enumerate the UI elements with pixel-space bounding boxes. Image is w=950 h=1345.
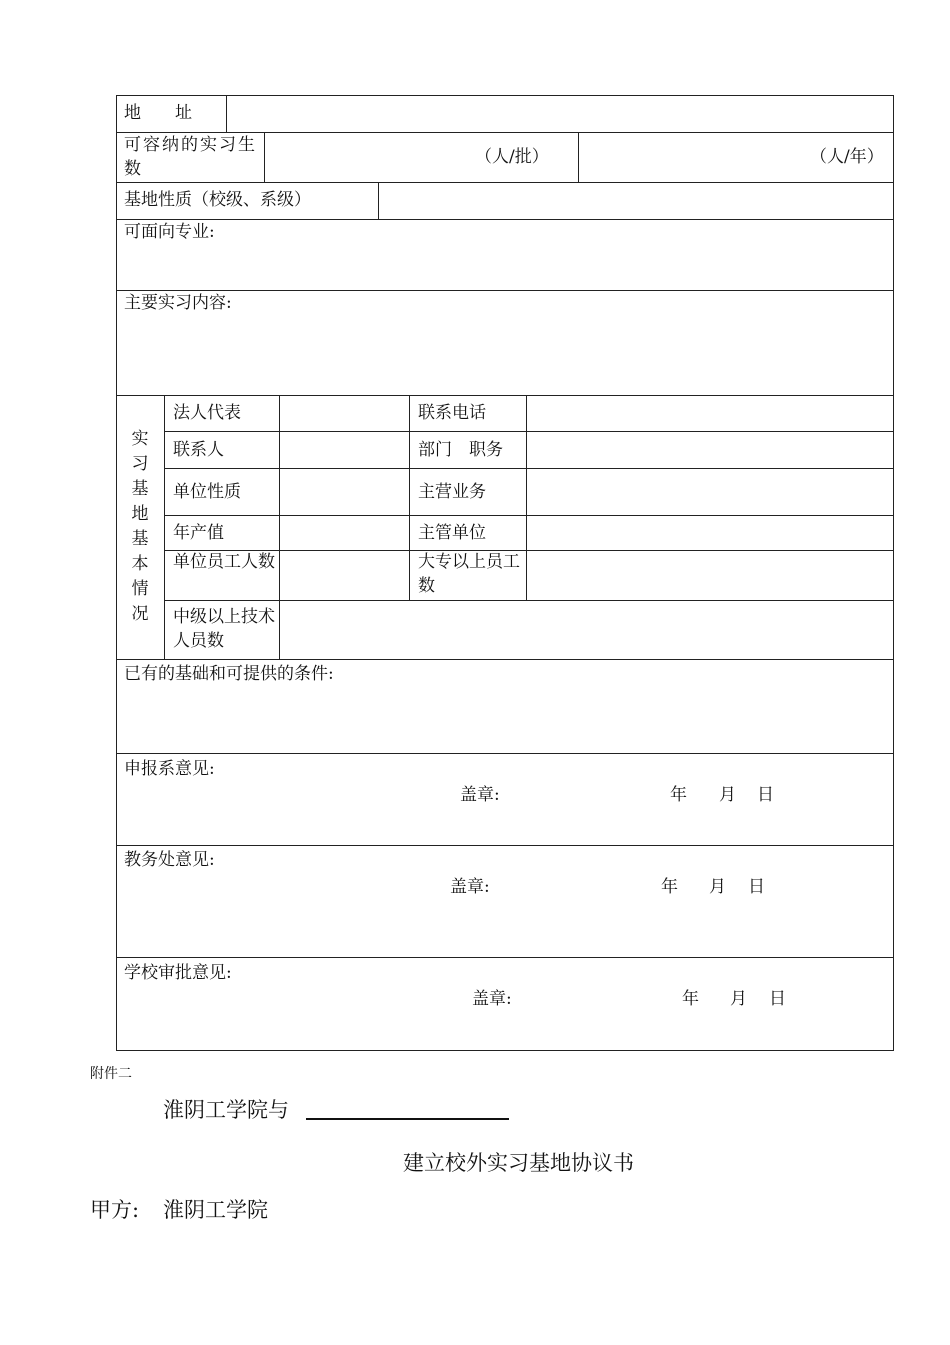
party-a-value: 淮阴工学院 xyxy=(163,1198,268,1222)
date-day: 日 xyxy=(757,785,774,805)
contact-label: 联系人 xyxy=(173,440,224,460)
per-batch-unit: （人/批） xyxy=(475,147,549,167)
majors-label: 可面向专业: xyxy=(124,222,215,242)
academic-opinion-label: 教务处意见: xyxy=(124,850,215,870)
col-divider xyxy=(264,132,265,183)
phone-label: 联系电话 xyxy=(418,403,486,423)
col-divider xyxy=(226,95,227,133)
table-right-border xyxy=(893,95,894,1051)
attachment-label: 附件二 xyxy=(90,1066,132,1082)
party-b-blank xyxy=(306,1118,509,1120)
date-year: 年 xyxy=(682,989,699,1009)
col-divider xyxy=(164,395,165,660)
date-year: 年 xyxy=(661,877,678,897)
main-content-label: 主要实习内容: xyxy=(124,293,232,313)
row-divider xyxy=(164,468,894,469)
date-month: 月 xyxy=(730,989,747,1009)
dept-label: 部门 职务 xyxy=(418,440,503,460)
conditions-label: 已有的基础和可提供的条件: xyxy=(124,664,334,684)
row-divider xyxy=(164,600,894,601)
date-day: 日 xyxy=(748,877,765,897)
table-bottom-border xyxy=(116,1050,894,1051)
row-divider xyxy=(116,290,894,291)
capacity-label: 可容纳的实习生数 xyxy=(124,135,257,179)
row-divider xyxy=(164,431,894,432)
row-divider xyxy=(116,395,894,396)
seal-label: 盖章: xyxy=(460,785,500,805)
address-label: 地 址 xyxy=(124,103,192,123)
col-divider xyxy=(409,395,410,601)
table-top-border xyxy=(116,95,894,96)
row-divider xyxy=(116,753,894,754)
legal-rep-label: 法人代表 xyxy=(173,403,241,423)
school-opinion-label: 学校审批意见: xyxy=(124,963,232,983)
date-month: 月 xyxy=(719,785,736,805)
unit-nature-label: 单位性质 xyxy=(173,482,241,502)
col-divider xyxy=(378,182,379,220)
seal-label: 盖章: xyxy=(450,877,490,897)
agreement-title: 建立校外实习基地协议书 xyxy=(403,1151,634,1175)
row-divider xyxy=(116,182,894,183)
dept-opinion-label: 申报系意见: xyxy=(124,759,215,779)
authority-label: 主管单位 xyxy=(418,523,486,543)
tech-staff-label: 中级以上技术人员数 xyxy=(173,607,275,651)
date-month: 月 xyxy=(709,877,726,897)
per-year-unit: （人/年） xyxy=(810,147,884,167)
seal-label: 盖章: xyxy=(472,989,512,1009)
date-year: 年 xyxy=(670,785,687,805)
agreement-line1: 淮阴工学院与 xyxy=(163,1098,289,1122)
section-label: 实习基地基本情况 xyxy=(131,429,149,624)
row-divider xyxy=(116,957,894,958)
main-business-label: 主营业务 xyxy=(418,482,486,502)
date-day: 日 xyxy=(769,989,786,1009)
row-divider xyxy=(116,659,894,660)
college-staff-label: 大专以上员工数 xyxy=(418,552,520,596)
row-divider xyxy=(116,219,894,220)
row-divider xyxy=(164,515,894,516)
col-divider xyxy=(578,132,579,183)
base-nature-label: 基地性质（校级、系级） xyxy=(124,190,311,210)
table-left-border xyxy=(116,95,117,1051)
col-divider xyxy=(526,395,527,601)
row-divider xyxy=(116,845,894,846)
output-label: 年产值 xyxy=(173,523,224,543)
employees-label: 单位员工人数 xyxy=(173,552,275,572)
col-divider xyxy=(279,395,280,660)
party-a-label: 甲方: xyxy=(90,1198,140,1222)
